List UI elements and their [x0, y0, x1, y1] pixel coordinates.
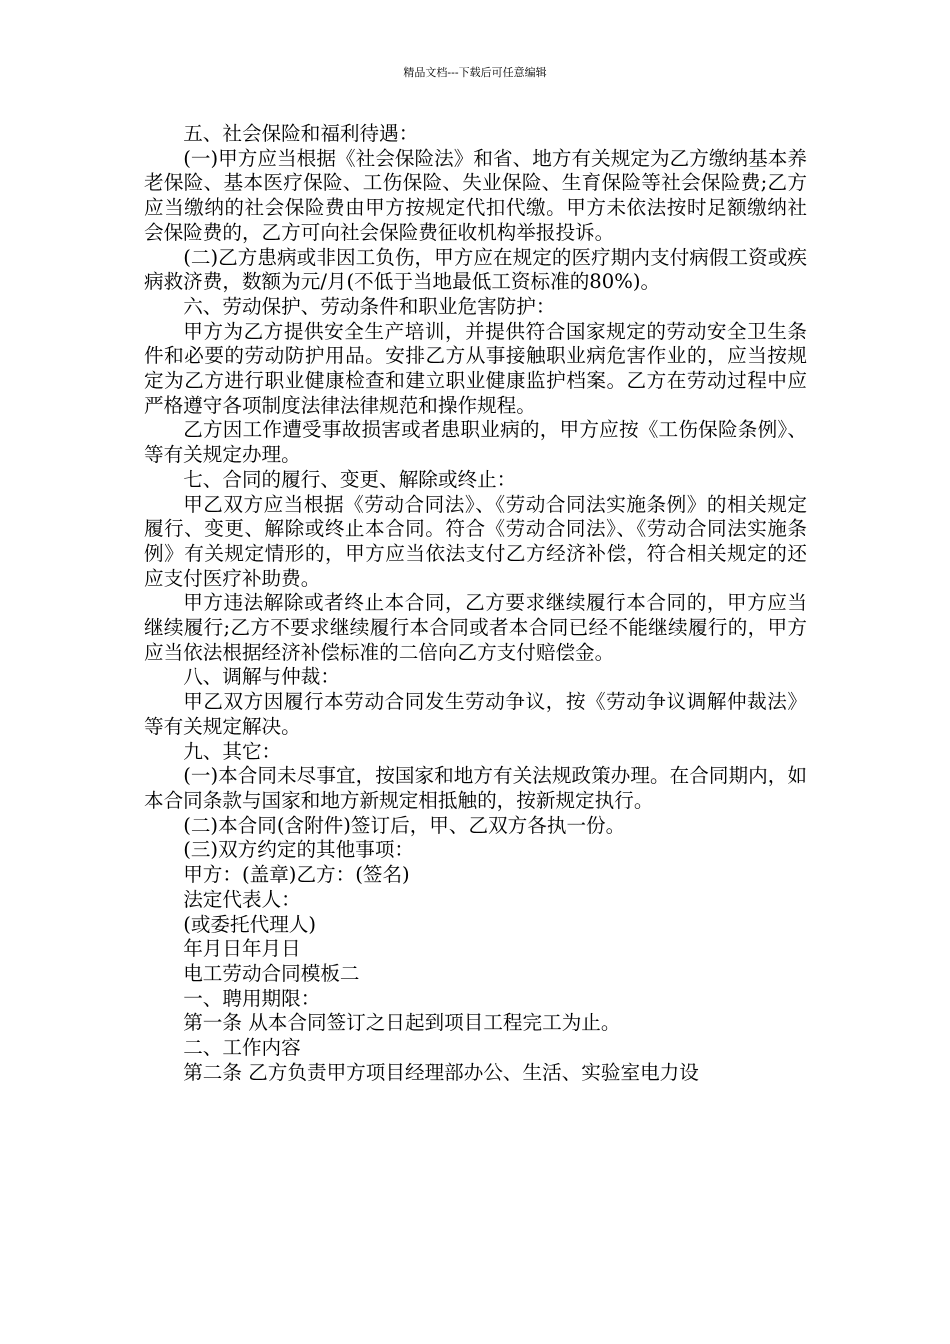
paragraph: 八、调解与仲裁：	[183, 665, 340, 689]
paragraph: 九、其它：	[183, 739, 282, 763]
signature-line: 甲方：(盖章)乙方：(签名)	[183, 863, 410, 887]
paragraph: 甲乙双方应当根据《劳动合同法》、《劳动合同法实施条例》的相关规定履行、变更、解除或终止本合同。符合《劳动合同法》、《劳动合同法实施条例》有关规定情形的，甲方应当依法支付乙方经济补偿，符合相关规定的还应支付医疗补助费。	[144, 492, 807, 590]
paragraph: (二)乙方患病或非因工负伤，甲方应在规定的医疗期内支付病假工资或疾病救济费，数额为元/月(不低于当地最低工资标准的80%)。	[144, 245, 807, 294]
paragraph: 第二条 乙方负责甲方项目经理部办公、生活、实验室电力设	[183, 1060, 699, 1084]
paragraph: 第一条 从本合同签订之日起到项目工程完工为止。	[183, 1011, 621, 1035]
paragraph: (三)双方约定的其他事项：	[183, 838, 415, 862]
paragraph: 甲方为乙方提供安全生产培训，并提供符合国家规定的劳动安全卫生条件和必要的劳动防护用品。安排乙方从事接触职业病危害作业的，应当按规定为乙方进行职业健康检查和建立职业健康监护档案。乙方在劳动过程中应严格遵守各项制度法律法律规范和操作规程。	[144, 319, 807, 417]
paragraph: 甲方违法解除或者终止本合同，乙方要求继续履行本合同的，甲方应当继续履行;乙方不要求继续履行本合同或者本合同已经不能继续履行的，甲方应当依法根据经济补偿标准的二倍向乙方支付赔偿金。	[144, 591, 807, 664]
paragraph: 甲乙双方因履行本劳动合同发生劳动争议，按《劳动争议调解仲裁法》等有关规定解决。	[144, 690, 807, 738]
date-line: 年月日年月日	[183, 937, 301, 961]
agent-line: (或委托代理人)	[183, 912, 317, 936]
section-title: 电工劳动合同模板二	[183, 961, 360, 985]
paragraph: 五、社会保险和福利待遇：	[183, 122, 419, 145]
paragraph: (一)甲方应当根据《社会保险法》和省、地方有关规定为乙方缴纳基本养老保险、基本医疗保险、工伤保险、失业保险、生育保险等社会保险费;乙方应当缴纳的社会保险费由甲方按规定代扣代缴。甲方未依法按时足额缴纳社会保险费的，乙方可向社会保险费征收机构举报投诉。	[144, 146, 807, 244]
paragraph: 二、工作内容	[183, 1036, 301, 1060]
document-body	[144, 122, 807, 1085]
paragraph: 一、聘用期限：	[183, 986, 321, 1010]
page-header: 精品文档---下载后可任意编辑	[403, 66, 547, 79]
paragraph: (一)本合同未尽事宜，按国家和地方有关法规政策办理。在合同期内，如本合同条款与国家和地方新规定相抵触的，按新规定执行。	[144, 764, 807, 812]
legal-representative-line: 法定代表人：	[183, 887, 301, 911]
paragraph: 乙方因工作遭受事故损害或者患职业病的，甲方应按《工伤保险条例》、等有关规定办理。	[144, 418, 807, 467]
paragraph: 六、劳动保护、劳动条件和职业危害防护：	[183, 294, 556, 318]
paragraph: (二)本合同(含附件)签订后，甲、乙双方各执一份。	[183, 813, 626, 837]
paragraph: 七、合同的履行、变更、解除或终止：	[183, 467, 517, 491]
